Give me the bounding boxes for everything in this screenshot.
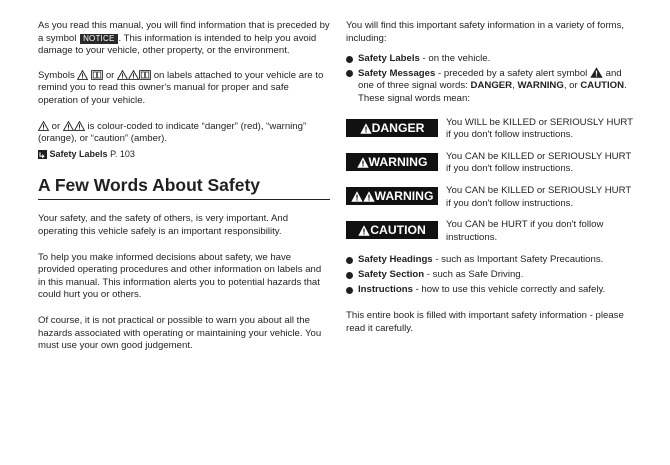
forms-list xyxy=(346,53,638,105)
warning-signal-label: WARNING xyxy=(346,153,438,171)
warning-triangle-icon xyxy=(74,121,85,131)
safety-alert-icon xyxy=(590,67,603,78)
signal-warning-double-row xyxy=(346,185,638,210)
warning-triangle-icon xyxy=(117,70,128,80)
safety-alert-icon xyxy=(358,225,370,236)
safety-alert-icon xyxy=(363,191,375,202)
notice-paragraph: As you read this manual, you will find information that is preceded by a symbol NOTICE . This information is intended to help you avoid damage to your vehicle, other property, or the environment. xyxy=(38,20,330,57)
closing-paragraph: This entire book is filled with important safety information - please read it carefully. xyxy=(346,310,624,334)
danger-signal-label: DANGER xyxy=(346,119,438,137)
signal-caution-row xyxy=(346,219,638,244)
signal-warning-row xyxy=(346,151,638,176)
judgement-paragraph: Of course, it is not practical or possible to warn you about all the hazards associated with operating or maintaining your vehicle. You must use your own good judgement. xyxy=(38,314,322,352)
book-icon xyxy=(91,70,103,80)
list-item: Safety Section - such as Safe Driving. xyxy=(346,269,638,282)
safety-alert-icon xyxy=(351,191,363,202)
bullet-icon xyxy=(346,272,353,279)
notice-badge: NOTICE xyxy=(80,34,117,44)
warning-triangle-icon xyxy=(77,70,88,80)
bullet-icon xyxy=(346,70,353,77)
warning-meaning: You CAN be KILLED or SERIOUSLY HURT if you don't follow instructions. xyxy=(446,150,632,175)
list-item: Safety Labels - on the vehicle. xyxy=(346,53,638,66)
caution-meaning: You CAN be HURT if you don't follow instructions. xyxy=(446,219,604,243)
section-heading: A Few Words About Safety xyxy=(38,174,330,200)
right-column xyxy=(346,20,638,335)
list-item: Instructions - how to use this vehicle correctly and safely. xyxy=(346,284,638,297)
bullet-icon xyxy=(346,257,353,264)
warning-double-signal-label: WARNING xyxy=(346,187,438,205)
xref-arrow-icon xyxy=(38,150,47,159)
warning-triangle-icon xyxy=(38,121,49,131)
left-column xyxy=(38,20,330,353)
signal-danger-row xyxy=(346,117,638,142)
intro-paragraph: You will find this important safety information in a variety of forms, including: xyxy=(346,20,624,44)
warning-triangle-icon xyxy=(63,121,74,131)
safety-alert-icon xyxy=(360,123,372,134)
safety-importance-paragraph: Your safety, and the safety of others, is very important. And operating this vehicle safely is an important responsibility. xyxy=(38,213,289,237)
warning-double-meaning: You CAN be KILLED or SERIOUSLY HURT if you don't follow instructions. xyxy=(446,184,632,209)
danger-meaning: You WILL be KILLED or SERIOUSLY HURT if you don't follow instructions. xyxy=(446,116,633,141)
bullet-icon xyxy=(346,56,353,63)
informed-decisions-paragraph: To help you make informed decisions about safety, we have provided operating procedures and other information on labels and in this manual. This information alerts you to potential hazards that could hurt you or others. xyxy=(38,251,322,301)
warning-triangle-icon xyxy=(128,70,139,80)
forms-list-continued xyxy=(346,254,638,296)
list-item: Safety Headings - such as Important Safety Precautions. xyxy=(346,254,638,267)
colour-code-paragraph: or is colour-coded to indicate “danger” (red), “warning” (orange), or “caution” (amber). xyxy=(38,120,307,145)
symbols-paragraph: Symbols or on labels attached to your vehicle are to remind you to read this owner's manual for proper and safe operation of your vehicle. xyxy=(38,69,324,106)
list-item: Safety Messages - preceded by a safety alert symbol and one of three signal words: DANGER, WARNING, or CAUTION. These signal words mean: xyxy=(346,67,638,106)
safety-labels-xref[interactable]: Safety Labels P. 103 xyxy=(38,148,330,161)
caution-signal-label: CAUTION xyxy=(346,221,438,239)
bullet-icon xyxy=(346,287,353,294)
safety-alert-icon xyxy=(357,157,369,168)
book-icon xyxy=(139,70,151,80)
